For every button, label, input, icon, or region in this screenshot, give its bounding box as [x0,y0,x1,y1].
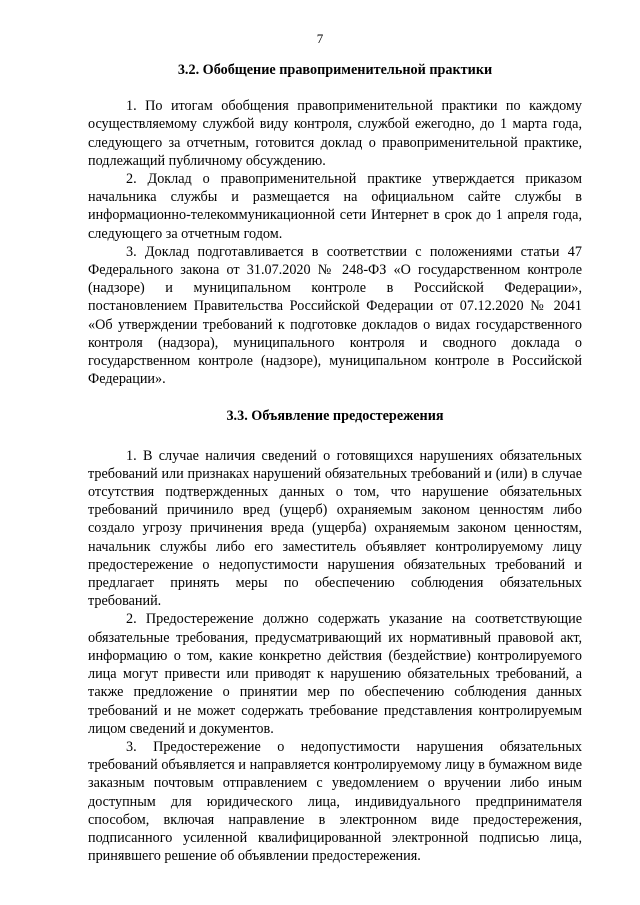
section-heading-3-2: 3.2. Обобщение правоприменительной практики [177,62,493,78]
paragraph-3-2-2: 2. Доклад о правоприменительной практике утверждается приказом начальника службы и размещается на официальном сайте службы в информационно-телекоммуникационной сети Интернет в срок до 1 апреля года, следующего за отчетным годом. [88,171,582,242]
paragraph-3-2-1: 1. По итогам обобщения правоприменительной практики по каждому осуществляемому службой виду контроля, службой ежегодно, до 1 марта года, следующего за отчетным, готовится доклад о правоприменительной практике, подлежащий публичному обсуждению. [88,98,582,169]
paragraph-3-3-2: 2. Предостережение должно содержать указание на соответствующие обязательные требования, предусматривающий их нормативный правовой акт, информацию о том, какие конкретно действия (бездействие) контролируемого лица могут привести или приводят к нарушению обязательных требований, а также предложение о принятии мер по обеспечению соблюдения данных требований и не может содержать требование представления контролируемым лицом сведений и документов. [88,611,582,737]
section-heading-3-3: 3.3. Объявление предостережения [226,408,444,425]
paragraph-3-2-3: 3. Доклад подготавливается в соответствии с положениями статьи 47 Федерального закона от 31.07.2020 № 248-ФЗ «О государственном контроле (надзоре) и муниципальном контроле в Российской Федерации», постановлением Правительства Российской Федерации от 07.12.2020 № 2041 «Об утверждении требований к подготовке докладов о видах государственного контроля (надзора), муниципального контроля и сводного доклада о государственном контроле (надзоре), муниципальном контроле в Российской Федерации». [88,243,582,388]
paragraph-3-3-1: 1. В случае наличия сведений о готовящихся нарушениях обязательных требований или признаках нарушений обязательных требований и (или) в случае отсутствия подтвержденных данных о том, что нарушение обязательных требований причинило вред (ущерб) охраняемым законом ценностям либо создало угрозу причинения вреда (ущерба) охраняемым законом ценностям, начальник службы либо его заместитель объявляет контролируемому лицу предостережение о недопустимости нарушения обязательных требований и предлагает принять меры по обеспечению соблюдения обязательных требований. [88,447,582,610]
paragraph-3-3-3: 3. Предостережение о недопустимости нарушения обязательных требований объявляется и направляется контролируемому лицу в бумажном виде заказным почтовым отправлением с уведомлением о вручении либо иным доступным для юридического лица, индивидуального предпринимателя способом, включая направление в электронном виде предостережения, подписанного усиленной квалифицированной электронной подписью лица, принявшего решение об объявлении предостережения. [88,738,582,865]
document-body [88,58,582,865]
page-number: 7 [316,31,324,46]
